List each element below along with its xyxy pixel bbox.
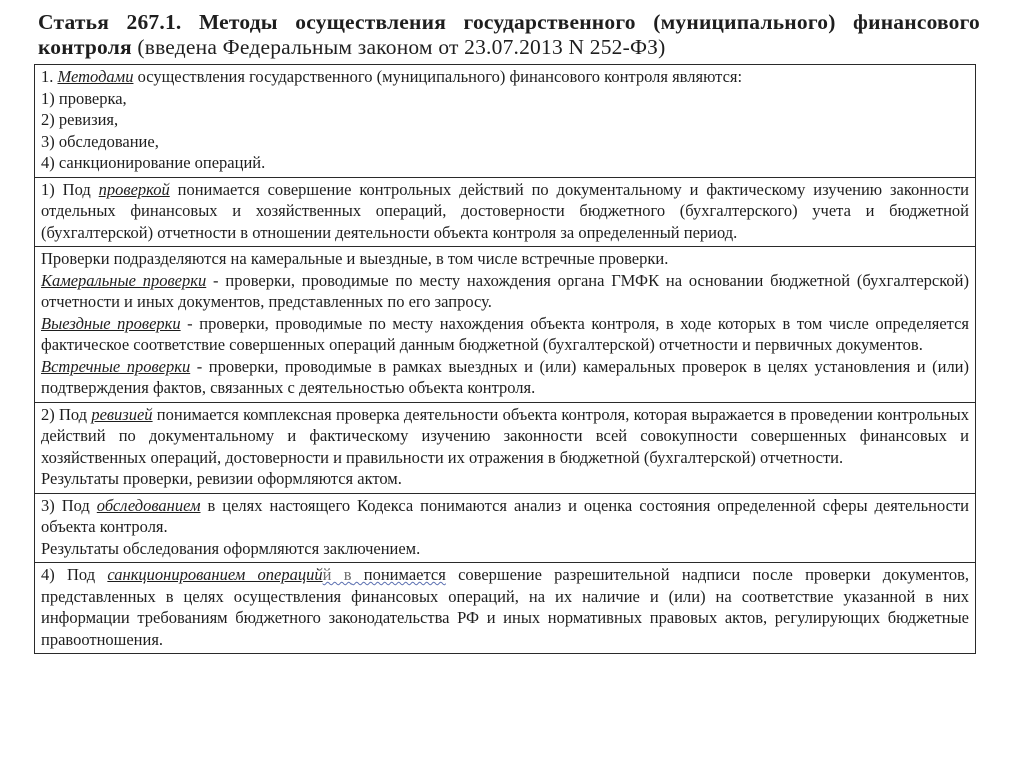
article-heading: Статья 267.1. Методы осуществления государственного (муниципального) финансового контроля bbox=[38, 10, 980, 59]
method-item: 4) санкционирование операций. bbox=[41, 153, 266, 172]
sanction-prefix: 4) Под bbox=[41, 565, 108, 584]
inspection-term: проверкой bbox=[98, 179, 170, 199]
survey-block bbox=[35, 493, 975, 563]
field-inspection bbox=[41, 313, 969, 356]
audit-block bbox=[35, 402, 975, 493]
survey-text: в целях настоящего Кодекса понимаются анализ и оценка состояния определенной сферы деятельности объекта контроля. bbox=[41, 495, 969, 536]
survey-definition bbox=[41, 495, 969, 538]
survey-term: обследованием bbox=[96, 495, 201, 515]
sanction-text: совершение разрешительной надписи после проверки документов, представленных в целях осуществления финансовых операций, на их наличие и (или) на соответствие указанной в них информации требованиям бюджетного законодательства РФ и иных нормативных правовых актов, регулирующих бюджетные правоотношения. bbox=[41, 565, 970, 649]
audit-term: ревизией bbox=[91, 404, 153, 424]
audit-definition bbox=[41, 404, 969, 469]
desk-inspection-term: Камеральные проверки bbox=[41, 270, 207, 290]
types-intro: Проверки подразделяются на камеральные и выездные, в том числе встречные проверки. bbox=[41, 249, 669, 268]
sanction-block bbox=[35, 562, 975, 653]
desk-inspection bbox=[41, 270, 969, 313]
method-item: 1) проверка, bbox=[41, 88, 127, 108]
counter-inspection-term: Встречные проверки bbox=[41, 356, 191, 376]
methods-intro bbox=[41, 66, 969, 88]
sanction-term: санкционированием операций bbox=[107, 565, 323, 584]
sanction-faint-text: й в bbox=[322, 565, 352, 584]
methods-term: Методами bbox=[57, 67, 134, 86]
survey-prefix: 3) Под bbox=[41, 495, 97, 515]
audit-text: понимается комплексная проверка деятельности объекта контроля, которая выражается в проведении контрольных действий по документальному и фактическому изучению законности всей совокупности совершенных финансовых и хозяйственных операций, достоверности и правильности их отражения в бюджетной (бухгалтерской) отчетности. bbox=[41, 404, 969, 467]
methods-number: 1. bbox=[41, 67, 58, 86]
content-table bbox=[34, 64, 976, 654]
inspection-prefix: 1) Под bbox=[41, 179, 99, 199]
document-page bbox=[34, 10, 980, 654]
sanction-marked-text: понимается bbox=[351, 565, 446, 584]
inspection-text: понимается совершение контрольных действий по документальному и фактическому изучению законности отдельных финансовых и хозяйственных операций, достоверности бюджетного (бухгалтерского) учета и бюджетной (бухгалтерской) отчетности в отношении деятельности объекта контроля за определенный период. bbox=[41, 179, 969, 242]
audit-result: Результаты проверки, ревизии оформляются актом. bbox=[41, 469, 402, 488]
field-inspection-term: Выездные проверки bbox=[41, 313, 181, 333]
article-note: (введена Федеральным законом от 23.07.2013 N 252-ФЗ) bbox=[137, 35, 666, 59]
counter-inspection-text: - проверки, проводимые в рамках выездных и (или) камеральных проверок в целях установления и (или) подтверждения фактов, связанных с деятельностью объекта контроля. bbox=[41, 356, 969, 397]
methods-block bbox=[35, 65, 975, 177]
article-title bbox=[34, 10, 980, 60]
methods-intro-text: осуществления государственного (муниципального) финансового контроля являются: bbox=[133, 67, 743, 86]
desk-inspection-text: - проверки, проводимые по месту нахождения органа ГМФК на основании бюджетной (бухгалтерской) отчетности и иных документов, представленных по его запросу. bbox=[41, 270, 969, 311]
audit-prefix: 2) Под bbox=[41, 404, 92, 424]
method-item: 3) обследование, bbox=[41, 131, 159, 151]
method-item: 2) ревизия, bbox=[41, 110, 119, 129]
survey-result: Результаты обследования оформляются заключением. bbox=[41, 538, 421, 558]
counter-inspection bbox=[41, 356, 969, 399]
inspection-block bbox=[35, 177, 975, 247]
inspection-types-block bbox=[35, 246, 975, 402]
field-inspection-text: - проверки, проводимые по месту нахождения объекта контроля, в ходе которых в том числе определяется фактическое соответствие совершенных операций данным бюджетной (бухгалтерской) отчетности и первичных документов. bbox=[41, 313, 969, 354]
